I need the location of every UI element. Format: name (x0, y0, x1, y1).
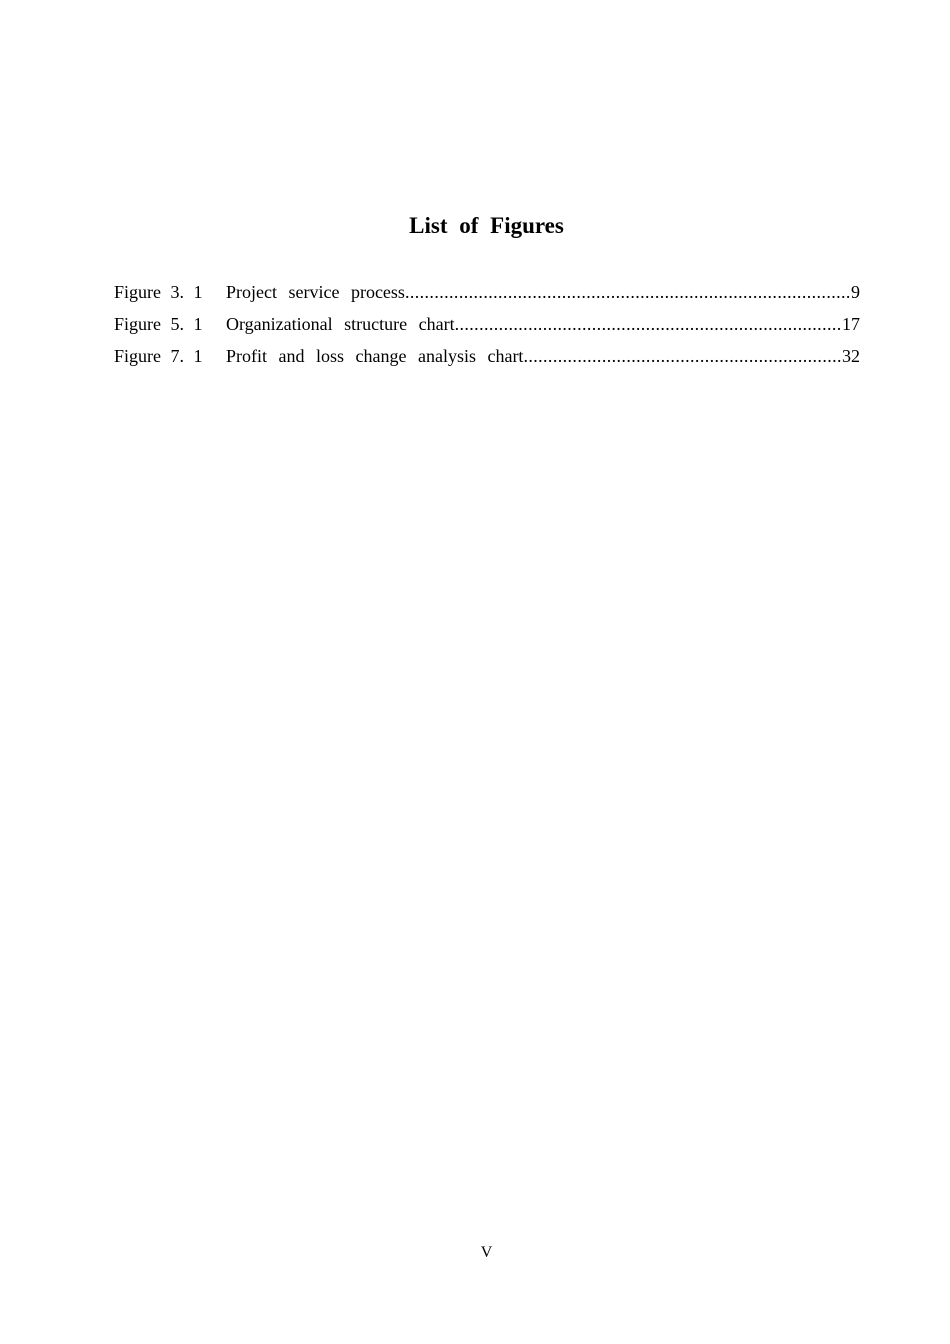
dot-leader (455, 312, 841, 336)
page-number: 17 (842, 314, 860, 334)
figure-number: Figure 7. 1 (114, 346, 203, 366)
dot-leader (523, 344, 841, 368)
figure-number: Figure 3. 1 (114, 282, 203, 302)
page-number: 32 (842, 346, 860, 366)
toc-entry[interactable] (114, 312, 860, 344)
list-of-figures (114, 280, 860, 376)
dot-leader (405, 280, 850, 304)
toc-entry[interactable] (114, 280, 860, 312)
page-number: 9 (851, 282, 860, 302)
toc-entry[interactable] (114, 344, 860, 376)
figure-title: Project service process (226, 282, 405, 302)
page-footer-number: V (480, 1244, 493, 1261)
figure-title: Profit and loss change analysis chart (226, 346, 524, 366)
figure-number: Figure 5. 1 (114, 314, 203, 334)
page-title: List of Figures (409, 213, 564, 238)
figure-title: Organizational structure chart (226, 314, 455, 334)
